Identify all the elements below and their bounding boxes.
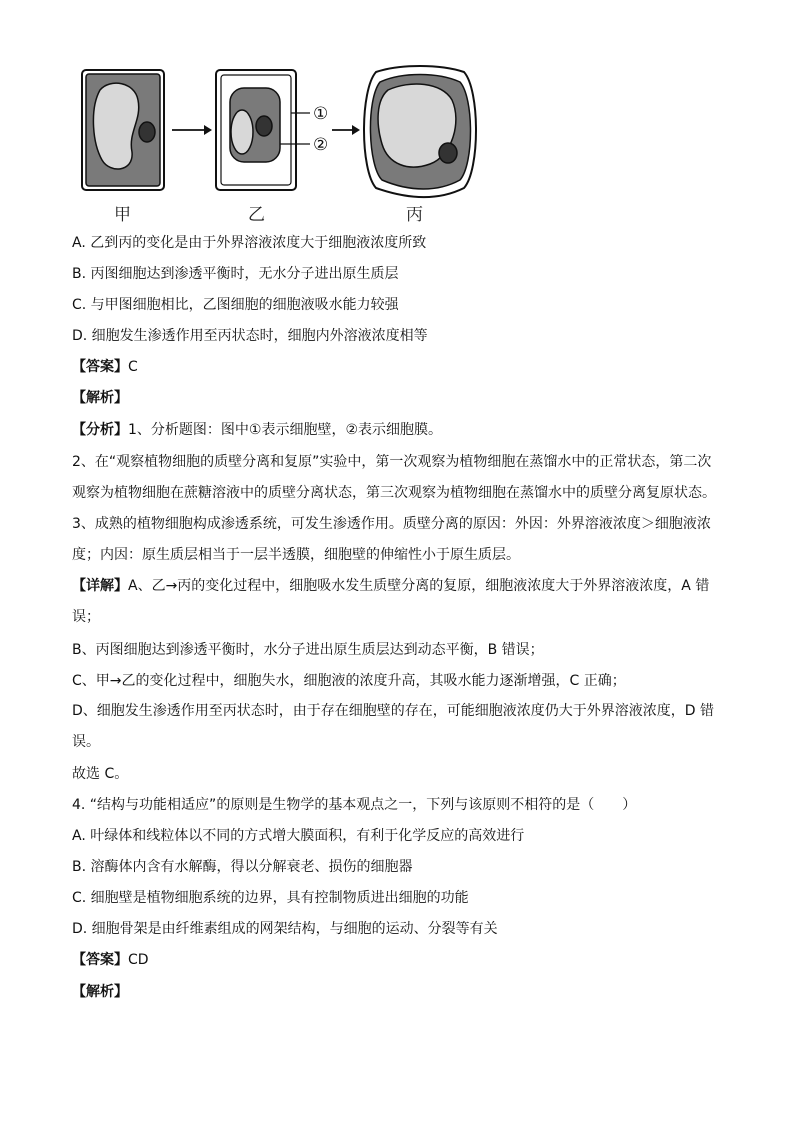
q4-option-c: C. 细胞壁是植物细胞系统的边界，具有控制物质进出细胞的功能 [72,890,469,906]
q3-fenxi-1 [72,420,442,440]
q4-analysis-tag: 【解析】 [72,984,128,1000]
q3-fenxi-2: 2、在“观察植物细胞的质壁分离和复原”实验中，第一次观察为植物细胞在蒸馏水中的正常状态，第二次观察为植物细胞在蔗糖溶液中的质壁分离状态，第三次观察为植物细胞在蒸馏水中的质壁分离复原状态。 [72,454,716,501]
q4-option-d: D. 细胞骨架是由纤维素组成的网架结构，与细胞的运动、分裂等有关 [72,921,498,937]
q4-answer [72,950,149,970]
fenxi-tag: 【分析】 [72,422,128,438]
q3-xiangjie-a [72,571,722,633]
q3-option-c: C. 与甲图细胞相比，乙图细胞的细胞液吸水能力较强 [72,297,399,313]
q4-answer-tag: 【答案】 [72,952,128,968]
cell-diagram-figure [70,60,490,230]
cell-yi [216,70,310,190]
q3-conclusion: 故选 C。 [72,766,129,782]
xiangjie-tag: 【详解】 [72,578,128,594]
marker-2: ② [313,135,329,155]
marker-1: ① [313,104,329,124]
q3-option-b: B. 丙图细胞达到渗透平衡时，无水分子进出原生质层 [72,266,399,282]
q3-option-a: A. 乙到丙的变化是由于外界溶液浓度大于细胞液浓度所致 [72,235,427,251]
q4-option-a: A. 叶绿体和线粒体以不同的方式增大膜面积，有利于化学反应的高效进行 [72,828,525,844]
arrow-jia-to-yi [172,125,212,135]
q3-xiangjie-b: B、丙图细胞达到渗透平衡时，水分子进出原生质层达到动态平衡，B 错误； [72,642,544,658]
answer-tag: 【答案】 [72,359,128,375]
q3-answer [72,357,138,377]
label-bing: 丙 [406,205,423,225]
xiangjie-a-text: A、乙→丙的变化过程中，细胞吸水发生质壁分离的复原，细胞液浓度大于外界溶液浓度，A 错误； [72,578,710,625]
arrow-yi-to-bing [332,125,360,135]
q3-xiangjie-c: C、甲→乙的变化过程中，细胞失水，细胞液的浓度升高，其吸水能力逐渐增强，C 正确； [72,673,626,689]
q3-fenxi-3: 3、成熟的植物细胞构成渗透系统，可发生渗透作用。质壁分离的原因：外因：外界溶液浓度＞细胞液浓度；内因：原生质层相当于一层半透膜，细胞壁的伸缩性小于原生质层。 [72,516,711,563]
q4-option-b: B. 溶酶体内含有水解酶，得以分解衰老、损伤的细胞器 [72,859,413,875]
cell-diagram-svg [70,60,490,230]
q4-stem: 4. “结构与功能相适应”的原则是生物学的基本观点之一，下列与该原则不相符的是（ ） [72,797,637,813]
q3-option-d: D. 细胞发生渗透作用至丙状态时，细胞内外溶液浓度相等 [72,328,428,344]
answer-value: C [128,359,138,375]
q3-analysis-tag: 【解析】 [72,390,128,406]
q4-answer-value: CD [128,952,149,968]
q3-xiangjie-d: D、细胞发生渗透作用至丙状态时，由于存在细胞壁的存在，可能细胞液浓度仍大于外界溶液浓度，D 错误。 [72,703,715,750]
fenxi-1-text: 1、分析题图：图中①表示细胞壁，②表示细胞膜。 [128,422,443,438]
label-yi: 乙 [248,205,265,225]
cell-bing [364,66,476,197]
cell-jia [82,70,164,190]
label-jia: 甲 [114,205,131,225]
